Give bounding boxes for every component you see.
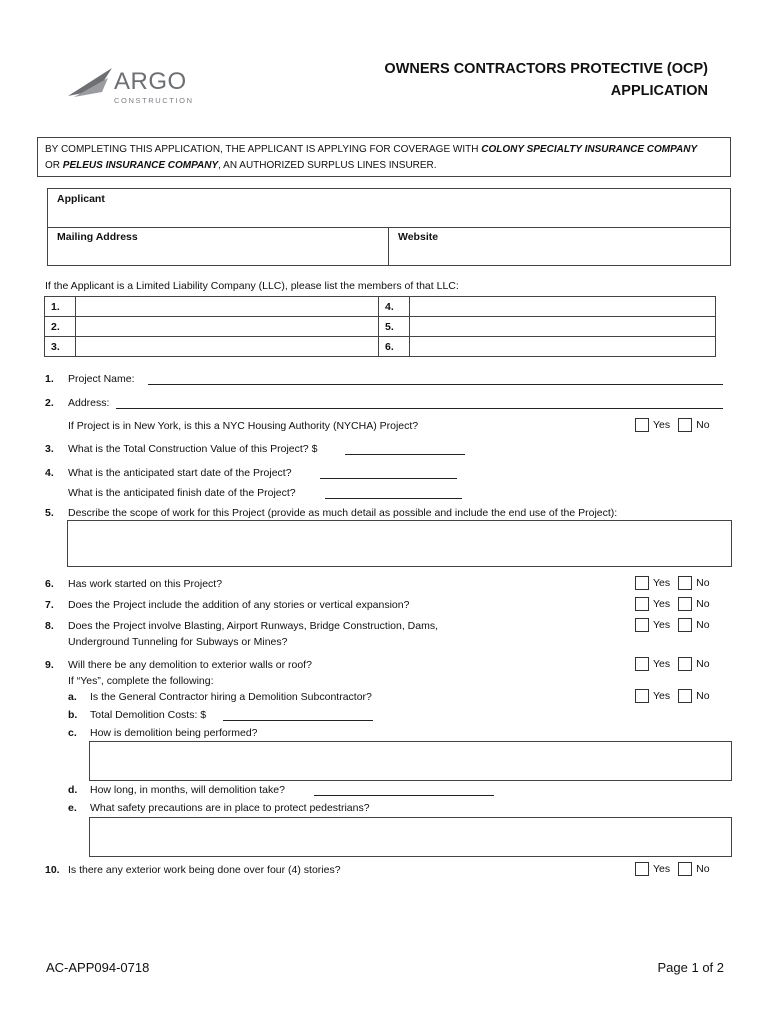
- table-row: [45, 337, 716, 357]
- page-title: [384, 58, 708, 102]
- q10-text: Is there any exterior work being done over four (4) stories?: [68, 864, 341, 876]
- q6-number: 6.: [45, 578, 54, 590]
- q10-number: 10.: [45, 864, 60, 876]
- llc-num: 4.: [379, 297, 410, 317]
- no-checkbox[interactable]: [678, 862, 692, 876]
- title-line-2: APPLICATION: [610, 83, 708, 99]
- q9-number: 9.: [45, 659, 54, 671]
- address-field[interactable]: [116, 398, 723, 409]
- insurer-2: PELEUS INSURANCE COMPANY: [62, 160, 219, 171]
- page-number: Page 1 of 2: [657, 960, 724, 975]
- yes-label: Yes: [653, 863, 671, 875]
- form-code: AC-APP094-0718: [46, 960, 150, 975]
- no-label: No: [696, 619, 710, 631]
- q8-text-2: Underground Tunneling for Subways or Mines?: [68, 636, 288, 648]
- demolition-costs-field[interactable]: [223, 710, 373, 721]
- q9-yes-no: [635, 657, 710, 671]
- q10-yes-no: [635, 862, 710, 876]
- divider: [388, 227, 389, 266]
- notice-text-1: BY COMPLETING THIS APPLICATION, THE APPLICANT IS APPLYING FOR COVERAGE WITH: [45, 144, 482, 155]
- argo-wing-icon: [68, 68, 114, 100]
- insurer-1: COLONY SPECIALTY INSURANCE COMPANY: [481, 144, 698, 155]
- llc-member-field[interactable]: [410, 317, 716, 337]
- no-checkbox[interactable]: [678, 618, 692, 632]
- yes-label: Yes: [653, 690, 671, 702]
- no-label: No: [696, 577, 710, 589]
- llc-num: 1.: [45, 297, 76, 317]
- llc-num: 6.: [379, 337, 410, 357]
- q1-number: 1.: [45, 373, 54, 385]
- llc-num: 5.: [379, 317, 410, 337]
- construction-value-field[interactable]: [345, 444, 465, 455]
- applicant-box: [47, 188, 731, 266]
- table-row: [45, 297, 716, 317]
- q3-number: 3.: [45, 443, 54, 455]
- q2-text: Address:: [68, 397, 110, 409]
- title-line-1: OWNERS CONTRACTORS PROTECTIVE (OCP): [384, 61, 708, 77]
- yes-checkbox[interactable]: [635, 576, 649, 590]
- q4-number: 4.: [45, 467, 54, 479]
- table-row: [45, 317, 716, 337]
- notice-text-2: OR: [45, 160, 63, 171]
- yes-checkbox[interactable]: [635, 657, 649, 671]
- llc-member-field[interactable]: [76, 297, 379, 317]
- yes-checkbox[interactable]: [635, 418, 649, 432]
- q9a-text: Is the General Contractor hiring a Demolition Subcontractor?: [90, 691, 372, 703]
- scope-of-work-field[interactable]: [67, 520, 732, 567]
- yes-label: Yes: [653, 419, 671, 431]
- argo-logo: [68, 66, 208, 112]
- q8-number: 8.: [45, 620, 54, 632]
- applicant-label: Applicant: [57, 193, 105, 205]
- website-label: Website: [398, 231, 439, 243]
- llc-member-field[interactable]: [410, 337, 716, 357]
- q9b-letter: b.: [68, 709, 78, 721]
- q4-text: What is the anticipated start date of the Project?: [68, 467, 292, 479]
- no-checkbox[interactable]: [678, 657, 692, 671]
- q2b-yes-no: [635, 418, 710, 432]
- q9e-text: What safety precautions are in place to protect pedestrians?: [90, 802, 370, 814]
- q7-number: 7.: [45, 599, 54, 611]
- yes-label: Yes: [653, 598, 671, 610]
- safety-precautions-field[interactable]: [89, 817, 732, 857]
- q8-yes-no: [635, 618, 710, 632]
- llc-members-table: [44, 296, 716, 357]
- q3-text: What is the Total Construction Value of this Project? $: [68, 443, 318, 455]
- mailing-address-label: Mailing Address: [57, 231, 138, 243]
- logo-subtitle: CONSTRUCTION: [114, 96, 194, 105]
- q5-text: Describe the scope of work for this Project (provide as much detail as possible and include the end use of the Project):: [68, 507, 618, 519]
- start-date-field[interactable]: [320, 468, 457, 479]
- q2-number: 2.: [45, 397, 54, 409]
- q6-text: Has work started on this Project?: [68, 578, 223, 590]
- yes-label: Yes: [653, 619, 671, 631]
- no-checkbox[interactable]: [678, 597, 692, 611]
- no-label: No: [696, 863, 710, 875]
- q9c-letter: c.: [68, 727, 77, 739]
- no-checkbox[interactable]: [678, 689, 692, 703]
- no-checkbox[interactable]: [678, 576, 692, 590]
- applicant-field[interactable]: [48, 189, 730, 228]
- no-label: No: [696, 419, 710, 431]
- q9e-letter: e.: [68, 802, 77, 814]
- q7-yes-no: [635, 597, 710, 611]
- q9d-letter: d.: [68, 784, 78, 796]
- llc-intro: If the Applicant is a Limited Liability Company (LLC), please list the members of that LLC:: [45, 280, 459, 292]
- no-label: No: [696, 690, 710, 702]
- no-checkbox[interactable]: [678, 418, 692, 432]
- q9c-text: How is demolition being performed?: [90, 727, 258, 739]
- yes-checkbox[interactable]: [635, 689, 649, 703]
- no-label: No: [696, 598, 710, 610]
- q2b-text: If Project is in New York, is this a NYC Housing Authority (NYCHA) Project?: [68, 420, 419, 432]
- q7-text: Does the Project include the addition of any stories or vertical expansion?: [68, 599, 410, 611]
- q8-text-1: Does the Project involve Blasting, Airport Runways, Bridge Construction, Dams,: [68, 620, 438, 632]
- demolition-method-field[interactable]: [89, 741, 732, 781]
- project-name-field[interactable]: [148, 374, 723, 385]
- finish-date-field[interactable]: [325, 488, 462, 499]
- coverage-notice: [37, 137, 731, 177]
- q6-yes-no: [635, 576, 710, 590]
- q9-instruction: If “Yes”, complete the following:: [68, 675, 214, 687]
- q9a-letter: a.: [68, 691, 77, 703]
- q1-text: Project Name:: [68, 373, 135, 385]
- llc-member-field[interactable]: [76, 337, 379, 357]
- demolition-duration-field[interactable]: [314, 785, 494, 796]
- q5-number: 5.: [45, 507, 54, 519]
- llc-member-field[interactable]: [410, 297, 716, 317]
- q9-text: Will there be any demolition to exterior walls or roof?: [68, 659, 312, 671]
- yes-checkbox[interactable]: [635, 597, 649, 611]
- yes-label: Yes: [653, 577, 671, 589]
- q9b-text: Total Demolition Costs: $: [90, 709, 207, 721]
- q9a-yes-no: [635, 689, 710, 703]
- yes-checkbox[interactable]: [635, 862, 649, 876]
- q9d-text: How long, in months, will demolition take?: [90, 784, 285, 796]
- logo-name: ARGO: [114, 68, 187, 95]
- notice-text-3: , AN AUTHORIZED SURPLUS LINES INSURER.: [218, 160, 437, 171]
- no-label: No: [696, 658, 710, 670]
- llc-num: 3.: [45, 337, 76, 357]
- q4b-text: What is the anticipated finish date of the Project?: [68, 487, 296, 499]
- yes-checkbox[interactable]: [635, 618, 649, 632]
- yes-label: Yes: [653, 658, 671, 670]
- llc-num: 2.: [45, 317, 76, 337]
- llc-member-field[interactable]: [76, 317, 379, 337]
